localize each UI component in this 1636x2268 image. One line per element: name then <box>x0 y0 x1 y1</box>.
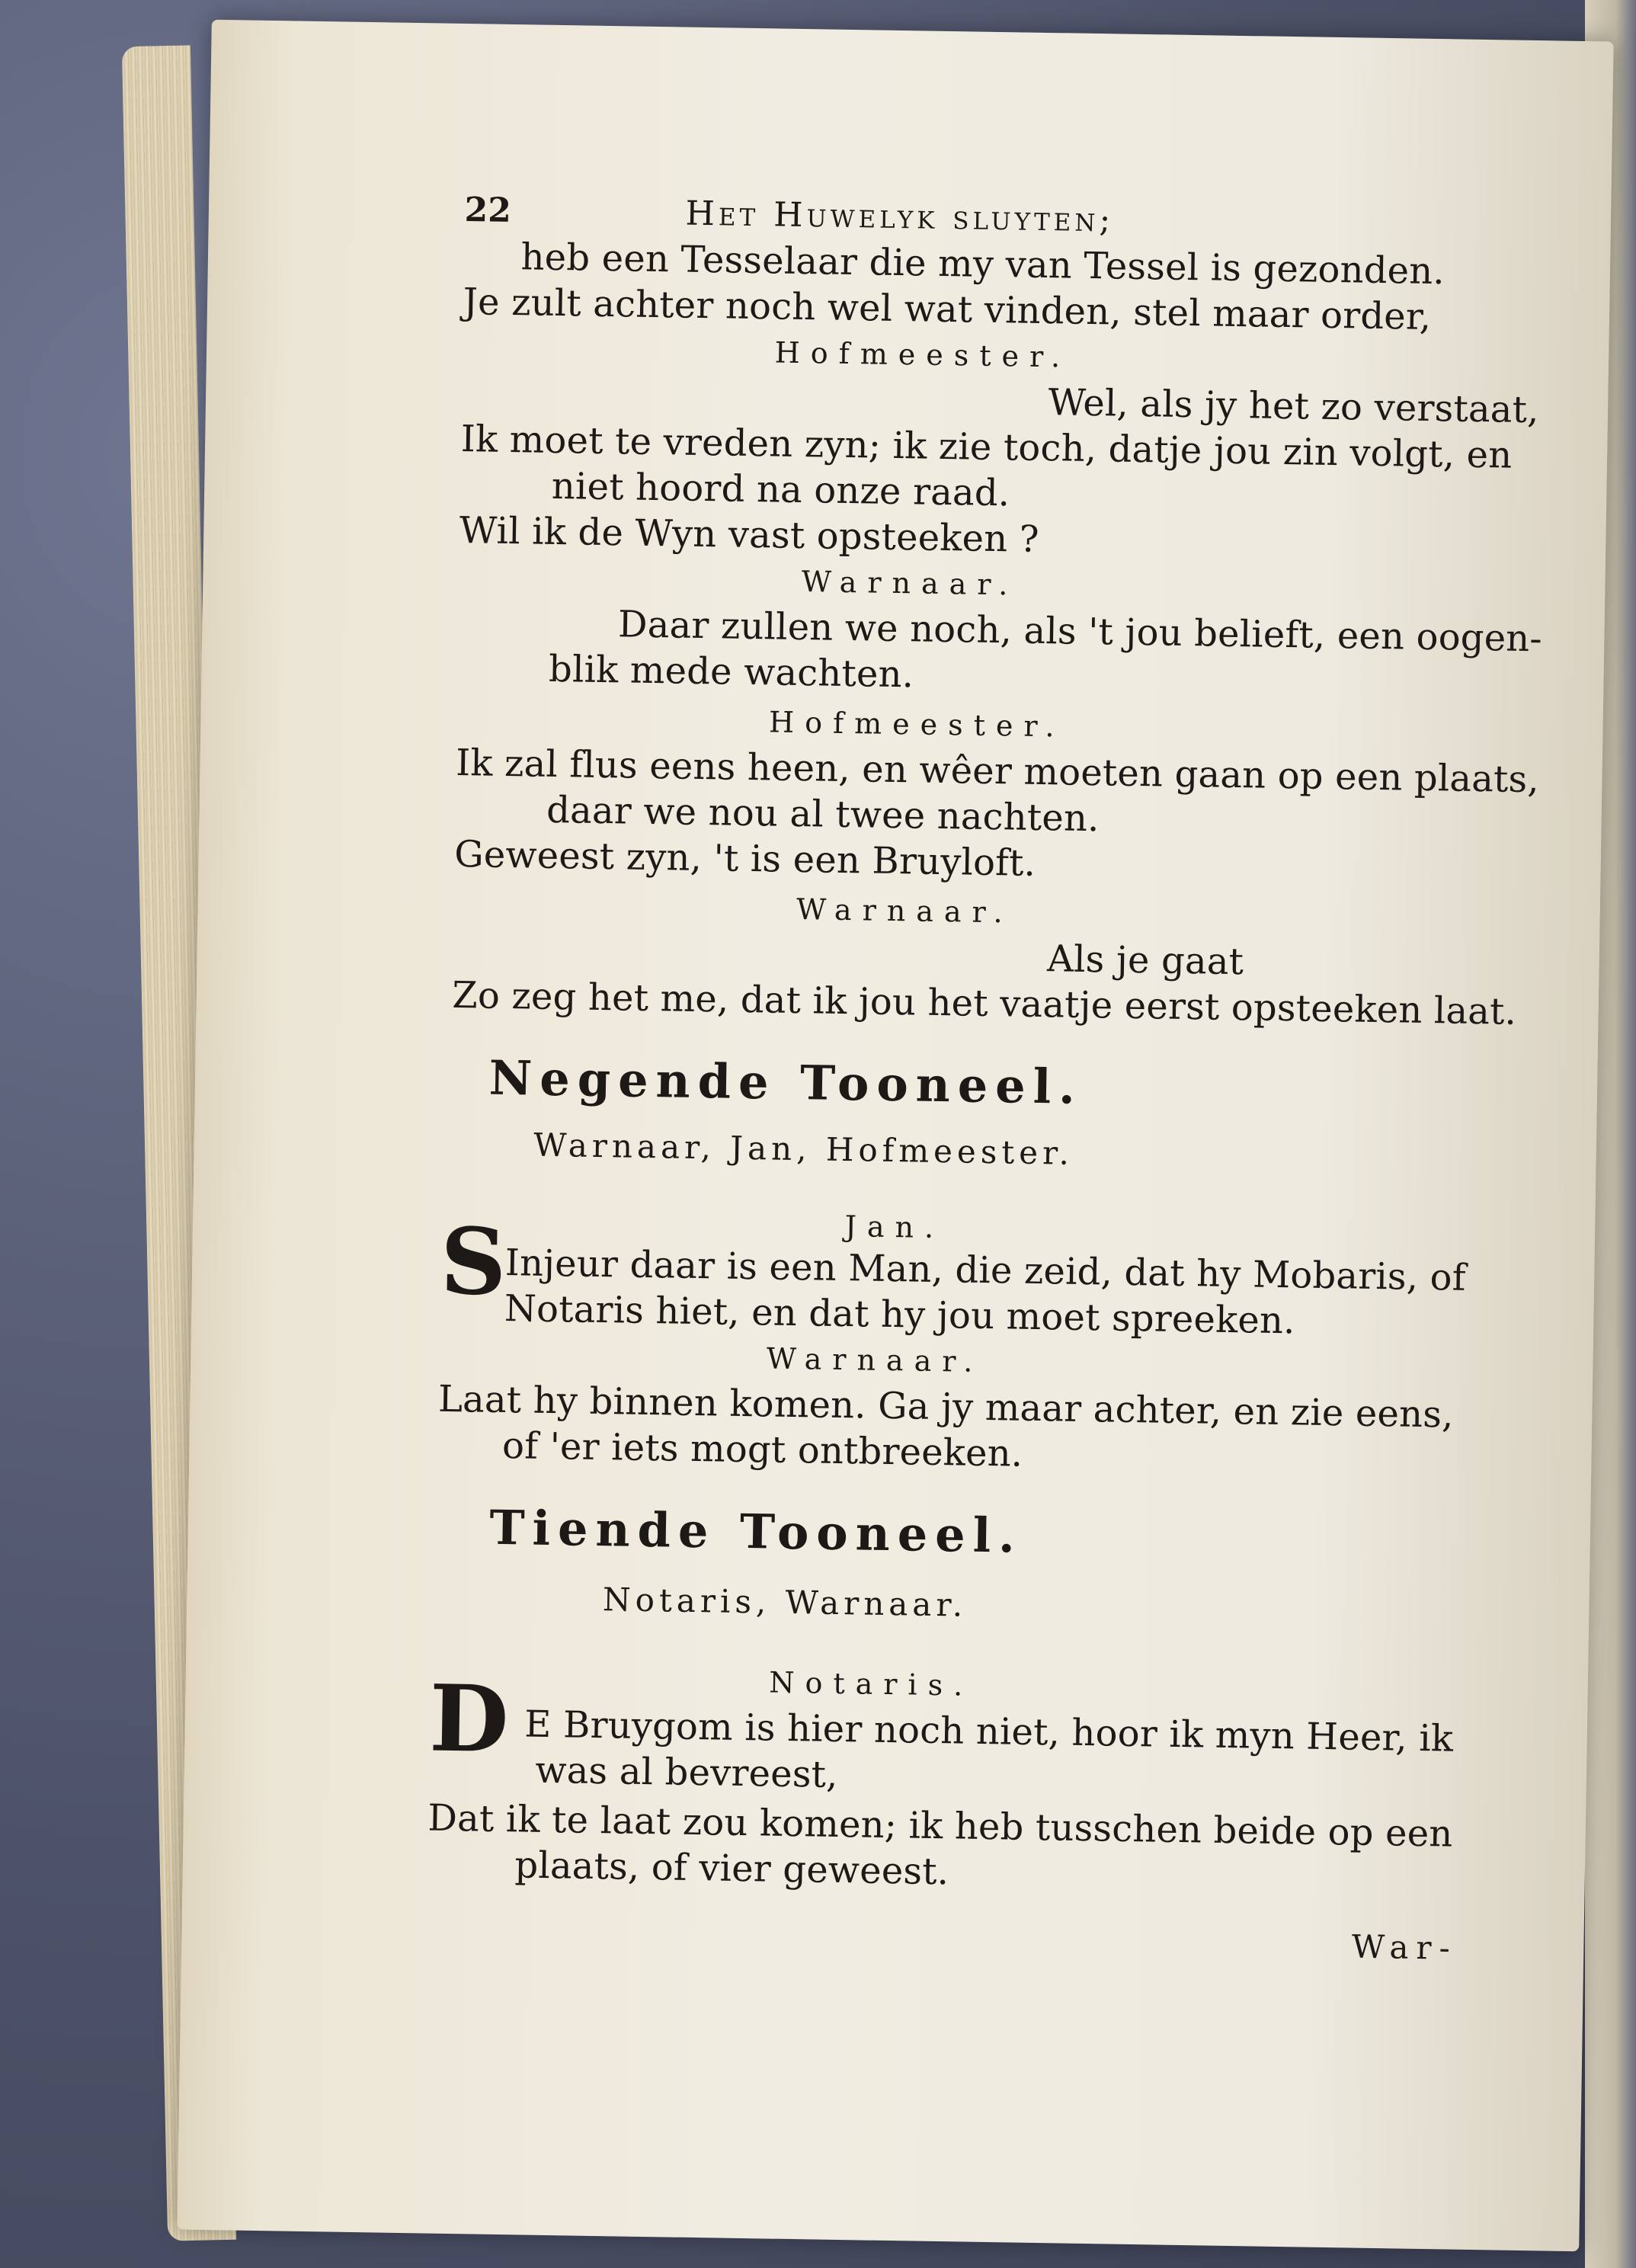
drop-capital: D <box>428 1664 510 1774</box>
text-line: Geweest zyn, 't is een Bruyloft. <box>453 832 1036 885</box>
text-line: Wil ik de Wyn vast opsteeken ? <box>459 508 1040 561</box>
drop-capital: S <box>439 1207 507 1317</box>
speaker-name: Warnaar. <box>796 892 1013 930</box>
text-line: niet hoord na onze raad. <box>551 464 1010 515</box>
text-line: E Bruygom is hier noch niet, hoor ik myn Heer, ik <box>523 1703 1454 1760</box>
text-line: daar we nou al twee nachten. <box>546 788 1100 841</box>
text-line: Injeur daar is een Man, die zeid, dat hy Mobaris, of <box>504 1241 1467 1299</box>
text-line: plaats, of vier geweest. <box>514 1844 949 1894</box>
text-line: Je zult achter noch wel wat vinden, stel maar order, <box>463 280 1432 338</box>
text-line: Daar zullen we noch, als 't jou belieft, een oogen- <box>617 603 1543 661</box>
scene-title: Negende Tooneel. <box>488 1049 1084 1115</box>
text-line: Notaris hiet, en dat hy jou moet spreeken. <box>504 1287 1296 1343</box>
running-title: Het Huwelyk sluyten; <box>685 194 1115 240</box>
scene-cast: Notaris, Warnaar. <box>602 1581 968 1624</box>
text-line: Dat ik te laat zou komen; ik heb tusschen beide op een <box>427 1796 1453 1856</box>
text-line: Ik zal flus eens heen, en wêer moeten gaan op een plaats, <box>455 741 1540 802</box>
speaker-name: Hofmeester. <box>768 705 1065 744</box>
text-line: Wel, als jy het zo verstaat, <box>1048 381 1540 432</box>
scene-cast: Warnaar, Jan, Hofmeester. <box>533 1126 1074 1172</box>
text-line: of 'er iets mogt ontbreeken. <box>501 1424 1023 1475</box>
text-line: Ik moet te vreden zyn; ik zie toch, datje jou zin volgt, en <box>460 418 1513 477</box>
text-line: blik mede wachten. <box>548 647 914 697</box>
text-line: Zo zeg het me, dat ik jou het vaatje eerst opsteeken laat. <box>451 973 1517 1033</box>
speaker-name: Hofmeester. <box>774 335 1071 374</box>
text-line: Als je gaat <box>1046 937 1244 984</box>
speaker-name: Jan. <box>844 1209 945 1245</box>
text-line: heb een Tesselaar die my van Tessel is gezonden. <box>520 235 1446 293</box>
page-number: 22 <box>464 191 512 231</box>
scene-title: Tiende Tooneel. <box>488 1499 1023 1564</box>
text-line: was al bevreest, <box>535 1748 839 1796</box>
speaker-name: Warnaar. <box>801 565 1019 602</box>
text-line: Laat hy binnen komen. Ga jy maar achter, en zie eens, <box>437 1377 1454 1437</box>
speaker-name: Warnaar. <box>766 1341 984 1379</box>
speaker-name: Notaris. <box>768 1665 974 1703</box>
catchword: War- <box>1351 1927 1458 1967</box>
